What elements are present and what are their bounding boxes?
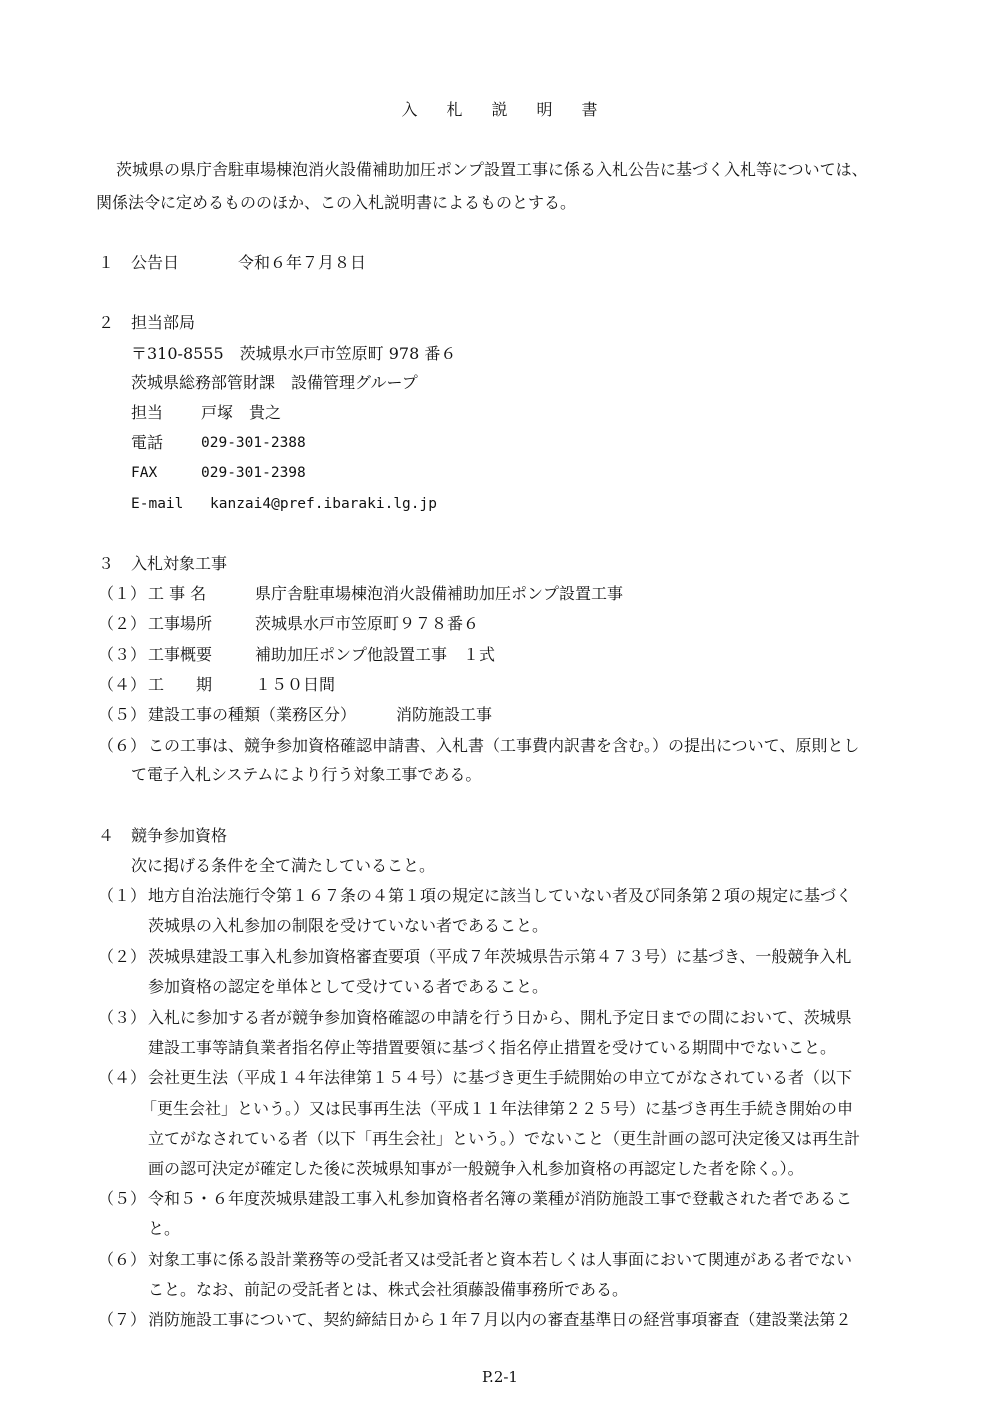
- qualification-4-line-1: 会社更生法（平成１４年法律第１５４号）に基づき更生手続開始の申立てがなされている者（以下: [148, 1068, 853, 1087]
- item-number: （３）: [98, 645, 147, 664]
- electronic-bid-line-2: て電子入札システムにより行う対象工事である。: [131, 765, 482, 784]
- document-title: [0, 100, 1000, 120]
- item-number: （４）: [98, 1068, 147, 1087]
- item-number: （４）: [98, 675, 147, 694]
- item-number: （１）: [98, 584, 147, 603]
- phone-number: 029-301-2388: [201, 435, 306, 451]
- contact-person-name: 戸塚 貴之: [201, 403, 282, 422]
- qualification-4-line-3: 立てがなされている者（以下「再生会社」という。）でないこと（更生計画の認可決定後又は再生計: [148, 1129, 861, 1148]
- qualification-1-line-2: 茨城県の入札参加の制限を受けていない者であること。: [148, 916, 549, 935]
- item-number: （１）: [98, 886, 147, 905]
- phone-label: 電話: [131, 433, 164, 452]
- email-address: kanzai4@pref.ibaraki.lg.jp: [210, 496, 437, 512]
- email-label: E-mail: [131, 496, 184, 512]
- qualification-3-line-1: 入札に参加する者が競争参加資格確認の申請を行う日から、開札予定日までの間において、茨城県: [148, 1008, 852, 1027]
- item-number: （５）: [98, 705, 147, 724]
- section-4-label: 競争参加資格: [131, 826, 228, 845]
- section-4-number: ４: [98, 826, 115, 845]
- item-number: （６）: [98, 736, 147, 755]
- qualification-5-line-2: と。: [148, 1219, 181, 1238]
- project-period-label: 工 期: [148, 675, 213, 694]
- section-3-number: ３: [98, 554, 115, 573]
- qualification-6-line-1: 対象工事に係る設計業務等の受託者又は受託者と資本若しくは人事面において関連がある者でない: [148, 1250, 853, 1269]
- contact-person-label: 担当: [131, 403, 164, 422]
- announcement-date: 令和６年７月８日: [238, 253, 367, 272]
- work-type-label: 建設工事の種類（業務区分）: [148, 705, 357, 724]
- item-number: （３）: [98, 1008, 147, 1027]
- fax-number: 029-301-2398: [201, 465, 306, 481]
- qualification-2-line-1: 茨城県建設工事入札参加資格審査要項（平成７年茨城県告示第４７３号）に基づき、一般競争入札: [148, 947, 852, 966]
- qualification-1-line-1: 地方自治法施行令第１６７条の４第１項の規定に該当していない者及び同条第２項の規定に基づく: [148, 886, 853, 905]
- project-summary: 補助加圧ポンプ他設置工事 １式: [255, 645, 496, 664]
- item-number: （７）: [98, 1310, 147, 1329]
- qualification-5-line-1: 令和５・６年度茨城県建設工事入札参加資格者名簿の業種が消防施設工事で登載された者であるこ: [148, 1189, 853, 1208]
- page-number: P.2-1: [482, 1368, 518, 1386]
- title-char: 書: [581, 100, 599, 119]
- section-1-number: １: [98, 253, 115, 272]
- intro-line-1: 茨城県の県庁舎駐車場棟泡消火設備補助加圧ポンプ設置工事に係る入札公告に基づく入札等については、: [116, 160, 868, 179]
- office-department: 茨城県総務部管財課 設備管理グループ: [131, 373, 418, 392]
- title-char: 札: [446, 100, 464, 119]
- section-2-number: ２: [98, 313, 115, 332]
- project-period: １５０日間: [255, 675, 336, 694]
- item-number: （２）: [98, 614, 147, 633]
- intro-line-2: 関係法令に定めるもののほか、この入札説明書によるものとする。: [96, 193, 577, 212]
- item-number: （５）: [98, 1189, 147, 1208]
- qualification-3-line-2: 建設工事等請負業者指名停止等措置要領に基づく指名停止措置を受けている期間中でないこと。: [148, 1038, 837, 1057]
- section-1-label: 公告日: [131, 253, 180, 272]
- section-3-label: 入札対象工事: [131, 554, 228, 573]
- office-address: 〒310-8555 茨城県水戸市笠原町 978 番６: [131, 344, 457, 363]
- qualification-4-line-2: 「更生会社」という。）又は民事再生法（平成１１年法律第２２５号）に基づき再生手続き開始の申: [141, 1099, 854, 1118]
- project-location: 茨城県水戸市笠原町９７８番６: [255, 614, 480, 633]
- qualification-2-line-2: 参加資格の認定を単体として受けている者であること。: [148, 977, 549, 996]
- project-name: 県庁舎駐車場棟泡消火設備補助加圧ポンプ設置工事: [255, 584, 624, 603]
- item-number: （２）: [98, 947, 147, 966]
- title-char: 入: [401, 100, 419, 119]
- title-char: 明: [536, 100, 554, 119]
- fax-label: FAX: [131, 465, 158, 481]
- item-number: （６）: [98, 1250, 147, 1269]
- project-location-label: 工事場所: [148, 614, 213, 633]
- qualification-7-line-1: 消防施設工事について、契約締結日から１年７月以内の審査基準日の経営事項審査（建設業法第２: [148, 1310, 852, 1329]
- project-summary-label: 工事概要: [148, 645, 213, 664]
- title-char: 説: [491, 100, 509, 119]
- electronic-bid-line-1: この工事は、競争参加資格確認申請書、入札書（工事費内訳書を含む。）の提出について、原則とし: [148, 736, 860, 755]
- section-2-label: 担当部局: [131, 313, 196, 332]
- project-name-label: 工 事 名: [148, 584, 207, 603]
- section-4-lead: 次に掲げる条件を全て満たしていること。: [131, 856, 436, 875]
- qualification-4-line-4: 画の認可決定が確定した後に茨城県知事が一般競争入札参加資格の再認定した者を除く。）。: [148, 1159, 804, 1178]
- work-type: 消防施設工事: [396, 705, 493, 724]
- qualification-6-line-2: こと。なお、前記の受託者とは、株式会社須藤設備事務所である。: [148, 1280, 629, 1299]
